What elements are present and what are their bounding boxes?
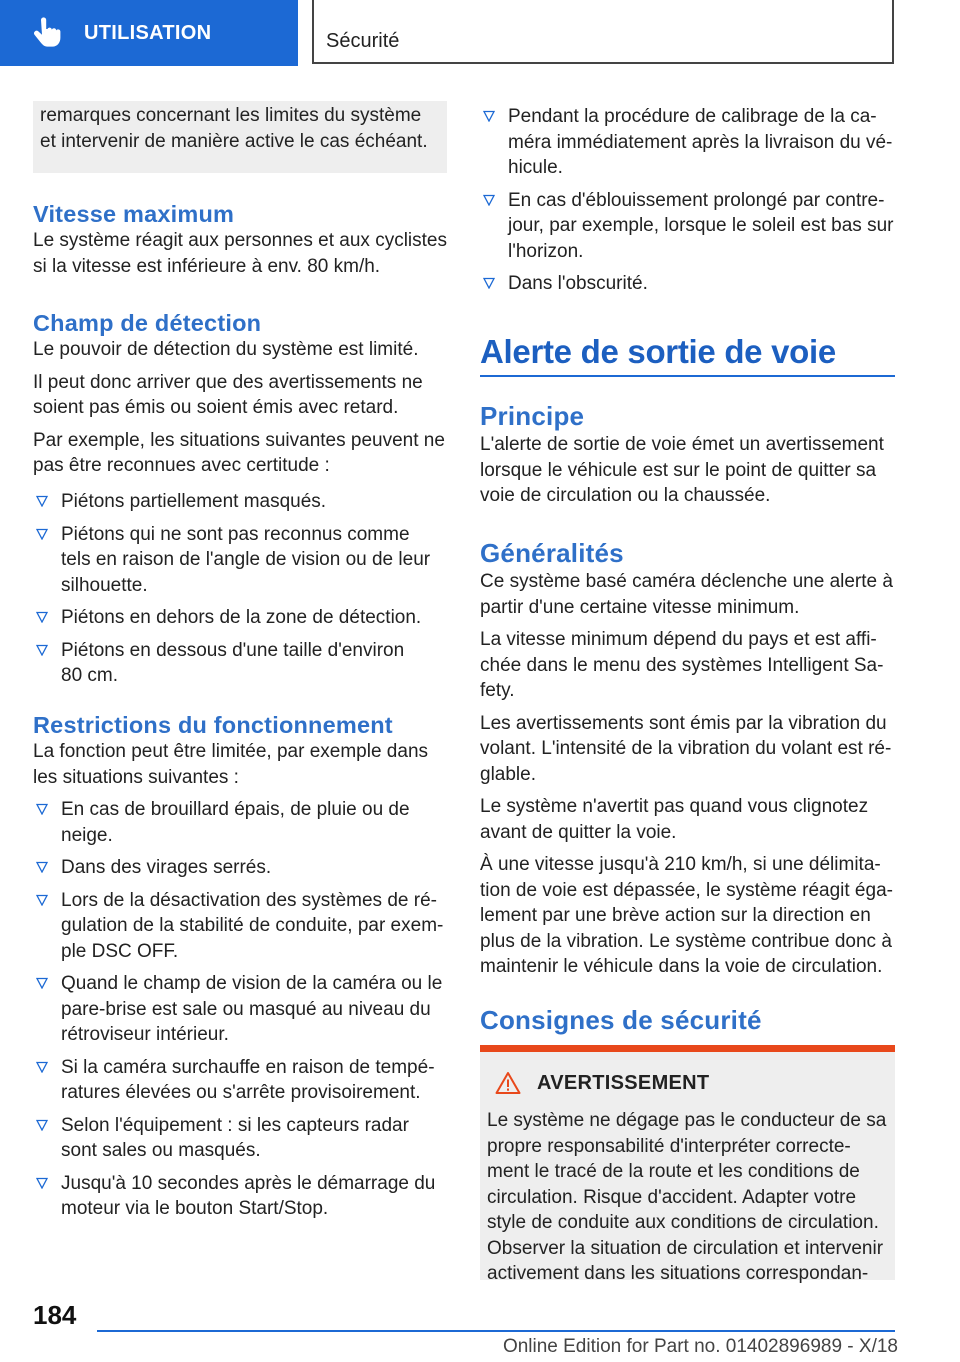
list-item xyxy=(33,638,447,689)
heading-consignes: Consignes de sécurité xyxy=(480,1005,762,1035)
hand-pointer-icon xyxy=(28,16,62,50)
paragraph-line: tion de voie est dépassée, le système réagit éga‐ xyxy=(480,879,893,901)
warning-line: activement dans les situations correspondan‐ xyxy=(487,1263,869,1284)
list-item-text: Dans des virages serrés. xyxy=(61,857,272,878)
list-item xyxy=(480,188,895,265)
triangle-bullet-icon xyxy=(483,277,495,289)
paragraph-line: si la vitesse est inférieure à env. 80 km/h. xyxy=(33,255,381,277)
list-item xyxy=(33,522,447,599)
paragraph-line: pas être reconnues avec certitude : xyxy=(33,455,330,476)
heading-principe: Principe xyxy=(480,401,585,431)
paragraph-line: avant de quitter la voie. xyxy=(480,821,677,843)
list-item-text: Quand le champ de vision de la caméra ou le xyxy=(61,973,443,994)
list-item-text: ratures élevées ou s'arrête provisoirement. xyxy=(61,1082,421,1103)
list-item xyxy=(480,271,895,297)
list-item xyxy=(480,104,895,181)
section-restrictions xyxy=(33,711,447,1222)
heading-alerte-sortie-voie: Alerte de sortie de voie xyxy=(480,333,836,370)
list-item xyxy=(33,489,447,515)
warning-line: style de conduite aux conditions de circulation. xyxy=(487,1212,879,1233)
paragraph-line: Il peut donc arriver que des avertissements ne xyxy=(33,371,423,393)
paragraph-line: À une vitesse jusqu'à 210 km/h, si une délimita‐ xyxy=(480,854,881,875)
note-line: et intervenir de manière active le cas échéant. xyxy=(40,130,428,152)
section-generalites xyxy=(480,538,895,980)
paragraph-line: Le système réagit aux personnes et aux cyclistes xyxy=(33,230,447,251)
section-vitesse xyxy=(33,200,447,279)
list-item-text: l'horizon. xyxy=(508,240,584,262)
list-item xyxy=(33,605,447,631)
page-header xyxy=(0,0,960,66)
warning-line: Le système ne dégage pas le conducteur de sa xyxy=(487,1110,887,1131)
paragraph-line: Les avertissements sont émis par la vibration du xyxy=(480,712,887,734)
page-number: 184 xyxy=(33,1300,77,1330)
paragraph-line: fety. xyxy=(480,680,515,701)
triangle-bullet-icon xyxy=(36,1061,48,1073)
list-item-text: hicule. xyxy=(508,157,563,178)
list-item-text: Lors de la désactivation des systèmes de ré‐ xyxy=(61,889,437,911)
paragraph-line: soient pas émis ou soient émis avec retard. xyxy=(33,397,399,418)
list-item-text: En cas de brouillard épais, de pluie ou de xyxy=(61,799,410,820)
paragraph-line: glable. xyxy=(480,763,536,785)
triangle-bullet-icon xyxy=(36,1119,48,1131)
paragraph-line: Par exemple, les situations suivantes peuvent ne xyxy=(33,429,445,451)
list-item-text: neige. xyxy=(61,824,113,846)
warning-line: circulation. Risque d'accident. Adapter votre xyxy=(487,1186,857,1208)
list-item-text: silhouette. xyxy=(61,574,148,596)
heading-vitesse: Vitesse maximum xyxy=(33,201,235,227)
warning-line: ment le tracé de la route et les conditions de xyxy=(487,1161,860,1182)
list-item xyxy=(33,797,447,848)
list-item-text: En cas d'éblouissement prolongé par contre- xyxy=(508,189,885,211)
list-item xyxy=(33,855,447,881)
list-item-text: tels en raison de l'angle de vision ou de leur xyxy=(61,549,431,570)
paragraph-line: La vitesse minimum dépend du pays et est affi‐ xyxy=(480,629,877,650)
warning-title: AVERTISSEMENT xyxy=(537,1071,710,1094)
list-item-text: sont sales ou masqués. xyxy=(61,1140,261,1161)
triangle-bullet-icon xyxy=(36,1177,48,1189)
footer-rule xyxy=(97,1330,895,1332)
triangle-bullet-icon xyxy=(483,110,495,122)
heading-champ: Champ de détection xyxy=(33,310,262,336)
section-title: Sécurité xyxy=(326,30,400,52)
paragraph-line: L'alerte de sortie de voie émet un avertissement xyxy=(480,434,884,455)
paragraph-line: Le pouvoir de détection du système est limité. xyxy=(33,339,419,360)
triangle-bullet-icon xyxy=(483,194,495,206)
triangle-bullet-icon xyxy=(36,803,48,815)
list-item-text: pare-brise est sale ou masqué au niveau du xyxy=(61,998,431,1020)
chapter-title: UTILISATION xyxy=(84,21,212,44)
paragraph-line: lorsque le véhicule est sur le point de quitter sa xyxy=(480,459,877,481)
list-item-text: 80 cm. xyxy=(61,665,119,686)
paragraph-line: maintenir le véhicule dans la voie de circulation. xyxy=(480,956,883,977)
list-top-right xyxy=(480,104,895,297)
list-item xyxy=(33,888,447,965)
list-item-text: Si la caméra surchauffe en raison de tempé‐ xyxy=(61,1056,435,1078)
list-item-text: jour, par exemple, lorsque le soleil est bas sur xyxy=(508,215,894,236)
section-champ xyxy=(33,309,447,479)
triangle-bullet-icon xyxy=(36,611,48,623)
section-tab xyxy=(312,0,894,64)
warning-bar xyxy=(480,1045,895,1052)
list-item-text: Pendant la procédure de calibrage de la ca‐ xyxy=(508,106,877,127)
list-item xyxy=(33,1055,447,1106)
list-item xyxy=(33,1171,447,1222)
paragraph-line: voie de circulation ou la chaussée. xyxy=(480,485,771,506)
chapter-tab[interactable] xyxy=(0,0,298,66)
triangle-bullet-icon xyxy=(36,894,48,906)
section-principe xyxy=(480,401,895,509)
list-item-text: méra immédiatement après la livraison du vé‐ xyxy=(508,131,893,153)
paragraph-line: plus de la vibration. Le système contribue donc à xyxy=(480,930,892,952)
paragraph-line: volant. L'intensité de la vibration du volant est ré‐ xyxy=(480,738,892,759)
list-item-text: Piétons partiellement masqués. xyxy=(61,491,327,512)
heading-generalites: Généralités xyxy=(480,538,624,568)
warning-line: propre responsabilité d'interpréter correcte‐ xyxy=(487,1135,851,1157)
list-item-text: Dans l'obscurité. xyxy=(508,273,648,294)
triangle-bullet-icon xyxy=(36,528,48,540)
list-item-text: Piétons en dehors de la zone de détection. xyxy=(61,607,422,628)
warning-triangle-icon xyxy=(495,1071,521,1095)
list-item-text: gulation de la stabilité de conduite, par exem‐ xyxy=(61,915,444,936)
list-item-text: Selon l'équipement : si les capteurs radar xyxy=(61,1114,409,1136)
paragraph-line: lement par une brève action sur la direction en xyxy=(480,905,871,926)
list-item-text: ple DSC OFF. xyxy=(61,940,179,962)
list-item-text: Piétons qui ne sont pas reconnus comme xyxy=(61,523,410,545)
heading-restrictions: Restrictions du fonctionnement xyxy=(33,712,393,738)
triangle-bullet-icon xyxy=(36,977,48,989)
paragraph-line: Le système n'avertit pas quand vous clignotez xyxy=(480,796,869,817)
list-item xyxy=(33,1113,447,1164)
warning-line: Observer la situation de circulation et intervenir xyxy=(487,1237,884,1259)
list-item-text: Piétons en dessous d'une taille d'environ xyxy=(61,639,405,661)
triangle-bullet-icon xyxy=(36,644,48,656)
list-item-text: moteur via le bouton Start/Stop. xyxy=(61,1198,329,1219)
heading-rule xyxy=(480,375,895,377)
warning-header xyxy=(487,1052,889,1114)
section-consignes xyxy=(480,1005,895,1036)
paragraph-line: Ce système basé caméra déclenche une alerte à xyxy=(480,571,893,592)
note-line: remarques concernant les limites du système xyxy=(40,105,422,126)
warning-box xyxy=(480,1052,895,1284)
list-item-text: Jusqu'à 10 secondes après le démarrage du xyxy=(61,1172,436,1194)
paragraph-line: La fonction peut être limitée, par exemple dans xyxy=(33,741,429,762)
note-box xyxy=(33,101,447,173)
main-section-title xyxy=(480,332,895,377)
triangle-bullet-icon xyxy=(36,495,48,507)
footer-edition: Online Edition for Part no. 01402896989 - X/18 xyxy=(502,1336,898,1357)
paragraph-line: chée dans le menu des systèmes Intelligent Sa‐ xyxy=(480,654,884,676)
triangle-bullet-icon xyxy=(36,861,48,873)
paragraph-line: partir d'une certaine vitesse minimum. xyxy=(480,596,800,618)
list-item-text: rétroviseur intérieur. xyxy=(61,1024,229,1045)
paragraph-line: les situations suivantes : xyxy=(33,766,239,788)
list-item xyxy=(33,971,447,1048)
list-champ xyxy=(33,489,447,689)
